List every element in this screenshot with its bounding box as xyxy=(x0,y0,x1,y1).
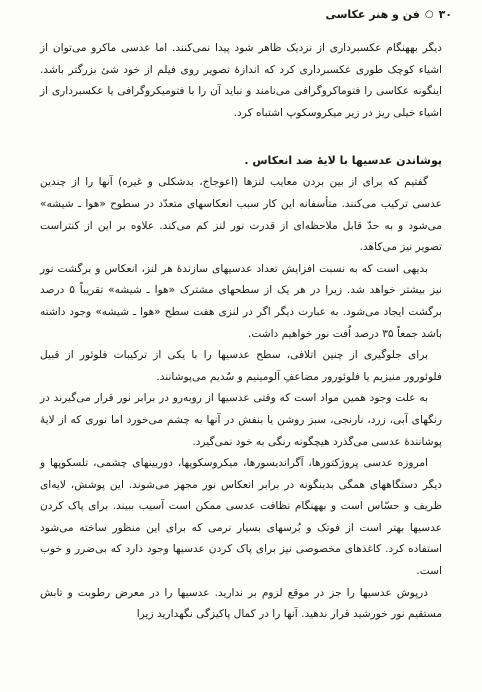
book-title: فن و هنر عکاسی xyxy=(325,8,420,21)
running-head xyxy=(325,8,452,21)
paragraph-coated-devices: امروزه عدسی پروژکتورها، آگراندیسورها، میکروسکوپها، دوربینهای چشمی، تلسکوپها و دیگر دستگاههای همگی بدینگونه در برابر انعکاس نور مجهز می‌شوند. این پوشش، لایه‌ای ظریف و حسّاس است و بههنگام نظافت عدسی ممکن است آسیب ببیند. برای پاک کردن عدسیها بهتر است از فوتک و بُرسهای بسیار نرمی که برای این منظور ساخته می‌شود استفاده کرد. کاغذهای مخصوصی نیز برای پاک کردن عدسیها وجود دارد که بی‌ضرر و خوب است. xyxy=(40,457,442,578)
section-spacer xyxy=(40,124,442,150)
page-number: ۳۰ xyxy=(438,8,452,21)
section-heading: پوشاندن عدسیها با لایهٔ ضد انعکاس . xyxy=(244,154,442,168)
page-body xyxy=(40,38,442,626)
separator-circle-icon: ○ xyxy=(424,9,434,20)
paragraph-coating-colors: به علت وجود همین مواد است که وقتی عدسیها از روبه‌رو در برابر نور قرار می‌گیرند در رنگهای آبی، زرد، نارنجی، سبز روشن یا بنفش در آنها به چشم می‌خورد اما نوری که از لایهٔ پوشانندهٔ عدسی می‌گذرد هیچگونه رنگی به خود نمی‌گیرد. xyxy=(40,392,442,448)
paragraph-lens-elements: گفتیم که برای از بین بردن معایب لنزها (اعوجاج، بدشکلی و غیره) آنها را از چندین عدسی ترکیب می‌کنند. متأسفانه این کار سبب انعکاسهای متعدّد در سطوح «هوا ـ شیشه» می‌شود و به حدّ قابل ملاحظه‌ای از قدرت نور لنز کم می‌کند. علاوه بر این از کنتراست تصویر نیز می‌کاهد. xyxy=(40,176,442,254)
paragraph-macro-lens: دیگر بههنگام عکسبرداری از نزدیک ظاهر شود پیدا نمی‌کنند. اما عدسی ماکرو می‌توان از اشیاء کوچک طوری عکسبرداری کرد که اندازهٔ تصویر روی فیلم از خود شئ بزرگتر باشد. اینگونه عکاسی را فتوماکروگرافی می‌نامند و نباید آن را با فتومیکروگرافی یا عکسبرداری از اشیاء خیلی ریز در زیر میکروسکوپ اشتباه کرد. xyxy=(40,42,442,119)
paragraph-reflection-loss: بدیهی است که به نسبت افزایش تعداد عدسیهای سازندهٔ هر لنز، انعکاس و برگشت نور نیز بیشتر خواهد شد. زیرا در هر یک از سطحهای مشترک «هوا ـ شیشه» تقریباً ۵ درصد برگشت ایجاد می‌شود. به عبارت دیگر اگر در لنزی هفت سطح «هوا ـ شیشه» وجود داشته باشد جمعاً ۳۵ درصد اُفت نور خواهیم داشت. xyxy=(40,262,442,340)
paragraph-fluoride-coating: برای جلوگیری از چنین اتلافی، سطح عدسیها را با یکی از ترکیبات فلوئور از قبیل فلوئورور منیزیم یا فلوئورور مضاعفِ آلومینیم و سُدیم می‌پوشانند. xyxy=(40,349,442,383)
paragraph-lens-care: درپوش عدسیها را جز در موقع لزوم بر ندارید. عدسیها را در معرض رطوبت و تابش مستقیم نور خورشید قرار ندهید. آنها را در کمال پاکیزگی نگهدارید زیرا xyxy=(40,586,442,621)
